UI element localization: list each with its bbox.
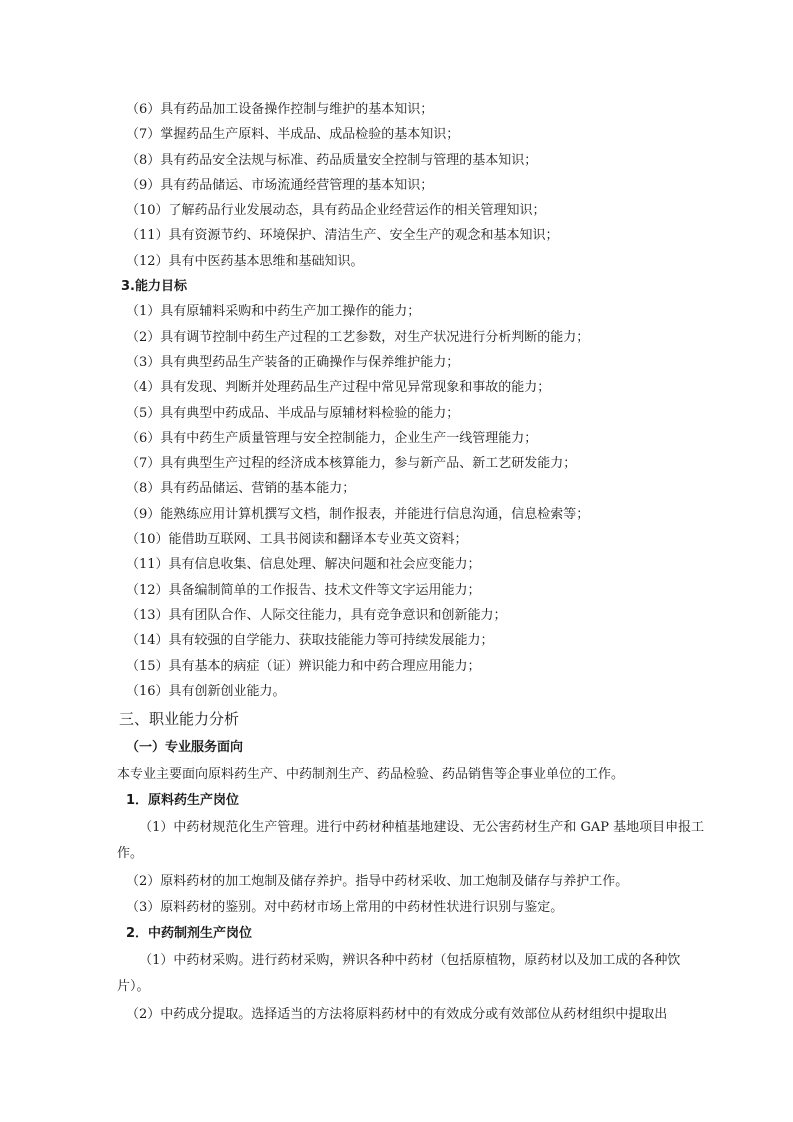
ability-item-6: （6）具有中药生产质量管理与安全控制能力，企业生产一线管理能力； bbox=[126, 430, 538, 446]
knowledge-item-11: （11）具有资源节约、环境保护、清洁生产、安全生产的观念和基本知识； bbox=[126, 228, 559, 244]
knowledge-item-12: （12）具有中医药基本思维和基础知识。 bbox=[126, 253, 364, 269]
knowledge-item-7: （7）掌握药品生产原料、半成品、成品检验的基本知识； bbox=[126, 127, 460, 143]
ability-item-2: （2）具有调节控制中药生产过程的工艺参数，对生产状况进行分析判断的能力； bbox=[126, 329, 590, 345]
ability-item-7: （7）具有典型生产过程的经济成本核算能力，参与新产品、新工艺研发能力； bbox=[126, 456, 577, 472]
ability-item-11: （11）具有信息收集、信息处理、解决问题和社会应变能力； bbox=[126, 557, 481, 573]
ability-item-9: （9）能熟练应用计算机撰写文档，制作报表，并能进行信息沟通，信息检索等； bbox=[126, 506, 590, 522]
ability-item-8: （8）具有药品储运、营销的基本能力； bbox=[126, 481, 356, 497]
post-1-item-1: （1）中药材规范化生产管理。进行中药材种植基地建设、无公害药材生产和 GAP 基地项目申报工作。 bbox=[117, 820, 705, 862]
post-1-item-3: （3）原料药材的鉴别。对中药材市场上常用的中药材性状进行识别与鉴定。 bbox=[126, 899, 564, 915]
post-2-heading: 2．中药制剂生产岗位 bbox=[126, 926, 253, 942]
subsection-1-heading: （一）专业服务面向 bbox=[126, 740, 244, 756]
ability-heading: 3.能力目标 bbox=[121, 279, 187, 295]
ability-item-16: （16）具有创新创业能力。 bbox=[126, 683, 286, 699]
ability-item-1: （1）具有原辅料采购和中药生产加工操作的能力； bbox=[126, 304, 421, 320]
knowledge-item-10: （10）了解药品行业发展动态，具有药品企业经营运作的相关管理知识； bbox=[126, 203, 546, 219]
post-1-item-2: （2）原料药材的加工炮制及储存养护。指导中药材采收、加工炮制及储存与养护工作。 bbox=[126, 874, 629, 890]
ability-item-13: （13）具有团队合作、人际交往能力，具有竞争意识和创新能力； bbox=[126, 607, 507, 623]
service-paragraph: 本专业主要面向原料药生产、中药制剂生产、药品检验、药品销售等企事业单位的工作。 bbox=[117, 767, 625, 783]
post-2-item-1: （1）中药材采购。进行药材采购，辨识各种中药材（包括原植物，原药材以及加工成的各种饮片）。 bbox=[117, 953, 681, 995]
knowledge-item-9: （9）具有药品储运、市场流通经营管理的基本知识； bbox=[126, 177, 434, 193]
ability-item-12: （12）具备编制简单的工作报告、技术文件等文字运用能力； bbox=[126, 582, 481, 598]
ability-item-10: （10）能借助互联网、工具书阅读和翻译本专业英文资料； bbox=[126, 532, 468, 548]
post-2-item-2: （2）中药成分提取。选择适当的方法将原料药材中的有效成分或有效部位从药材组织中提取出 bbox=[126, 1007, 668, 1023]
section-3-heading: 三、职业能力分析 bbox=[119, 710, 240, 729]
post-1-heading: 1．原料药生产岗位 bbox=[126, 793, 240, 809]
document-content bbox=[117, 97, 707, 1027]
ability-item-4: （4）具有发现、判断并处理药品生产过程中常见异常现象和事故的能力； bbox=[126, 380, 551, 396]
knowledge-item-6: （6）具有药品加工设备操作控制与维护的基本知识； bbox=[126, 102, 434, 117]
ability-item-5: （5）具有典型中药成品、半成品与原辅材料检验的能力； bbox=[126, 405, 460, 421]
knowledge-item-8: （8）具有药品安全法规与标准、药品质量安全控制与管理的基本知识； bbox=[126, 152, 538, 168]
ability-item-3: （3）具有典型药品生产装备的正确操作与保养维护能力； bbox=[126, 354, 460, 370]
ability-item-15: （15）具有基本的病症（证）辨识能力和中药合理应用能力； bbox=[126, 658, 481, 674]
ability-item-14: （14）具有较强的自学能力、获取技能能力等可持续发展能力； bbox=[126, 633, 494, 649]
